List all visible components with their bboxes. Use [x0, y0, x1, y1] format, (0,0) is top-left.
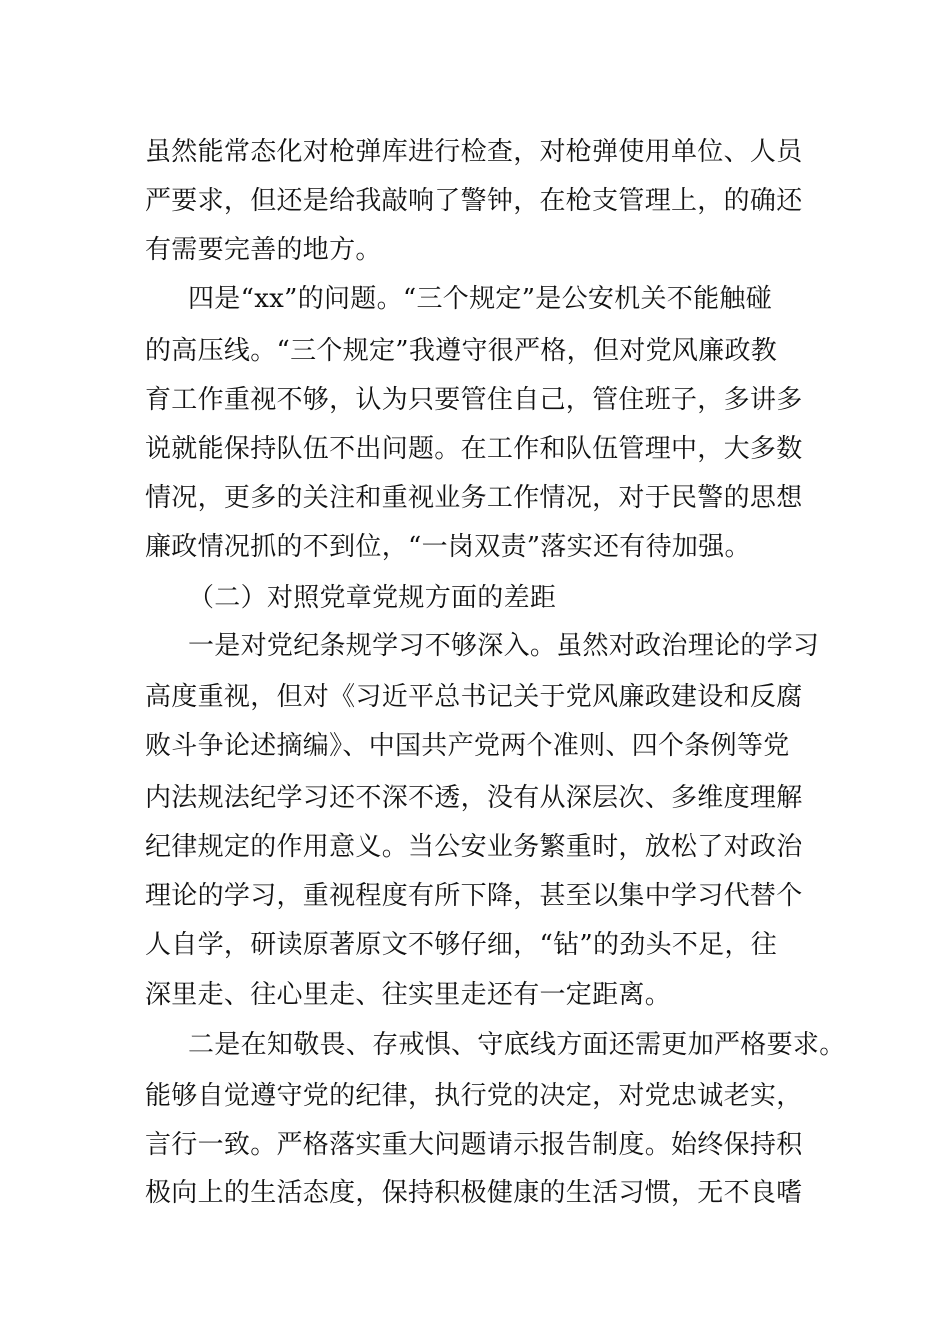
text-line: 纪律规定的作用意义。当公安业务繁重时，放松了对政治 — [145, 832, 803, 862]
paragraph-start-line: 二是在知敬畏、存戒惧、守底线方面还需更加严格要求。 — [188, 1030, 846, 1060]
text-line: 廉政情况抓的不到位，“一岗双责”落实还有待加强。 — [145, 532, 751, 562]
text-line: 深里走、往心里走、往实里走还有一定距离。 — [145, 980, 672, 1010]
text-line: 败斗争论述摘编》、中国共产党两个准则、四个条例等党 — [145, 731, 790, 761]
text-line: 有需要完善的地方。 — [145, 235, 382, 265]
text-line: 说就能保持队伍不出问题。在工作和队伍管理中，大多数 — [145, 434, 803, 464]
section-heading: （二）对照党章党规方面的差距 — [188, 583, 557, 613]
text-line: 能够自觉遵守党的纪律，执行党的决定，对党忠诚老实， — [145, 1081, 803, 1111]
text-line: 言行一致。严格落实重大问题请示报告制度。始终保持积 — [145, 1130, 803, 1160]
text-line: 极向上的生活态度，保持积极健康的生活习惯，无不良嗜 — [145, 1178, 803, 1208]
paragraph-start-line: 四是“xx”的问题。“三个规定”是公安机关不能触碰 — [188, 284, 772, 314]
text-line: 高度重视，但对《习近平总书记关于党风廉政建设和反腐 — [145, 682, 803, 712]
text-line: 情况，更多的关注和重视业务工作情况，对于民警的思想 — [145, 483, 803, 513]
text-line: 严要求，但还是给我敲响了警钟，在枪支管理上，的确还 — [145, 186, 803, 216]
text-line: 的高压线。“三个规定”我遵守很严格，但对党风廉政教 — [145, 336, 778, 366]
text-line: 育工作重视不够，认为只要管住自己，管住班子，多讲多 — [145, 385, 803, 415]
text-line: 内法规法纪学习还不深不透，没有从深层次、多维度理解 — [145, 783, 803, 813]
paragraph-start-line: 一是对党纪条规学习不够深入。虽然对政治理论的学习 — [188, 631, 820, 661]
text-line: 人自学，研读原著原文不够仔细，“钻”的劲头不足，往 — [145, 930, 778, 960]
text-line: 虽然能常态化对枪弹库进行检查，对枪弹使用单位、人员 — [145, 137, 803, 167]
text-line: 理论的学习，重视程度有所下降，甚至以集中学习代替个 — [145, 881, 803, 911]
